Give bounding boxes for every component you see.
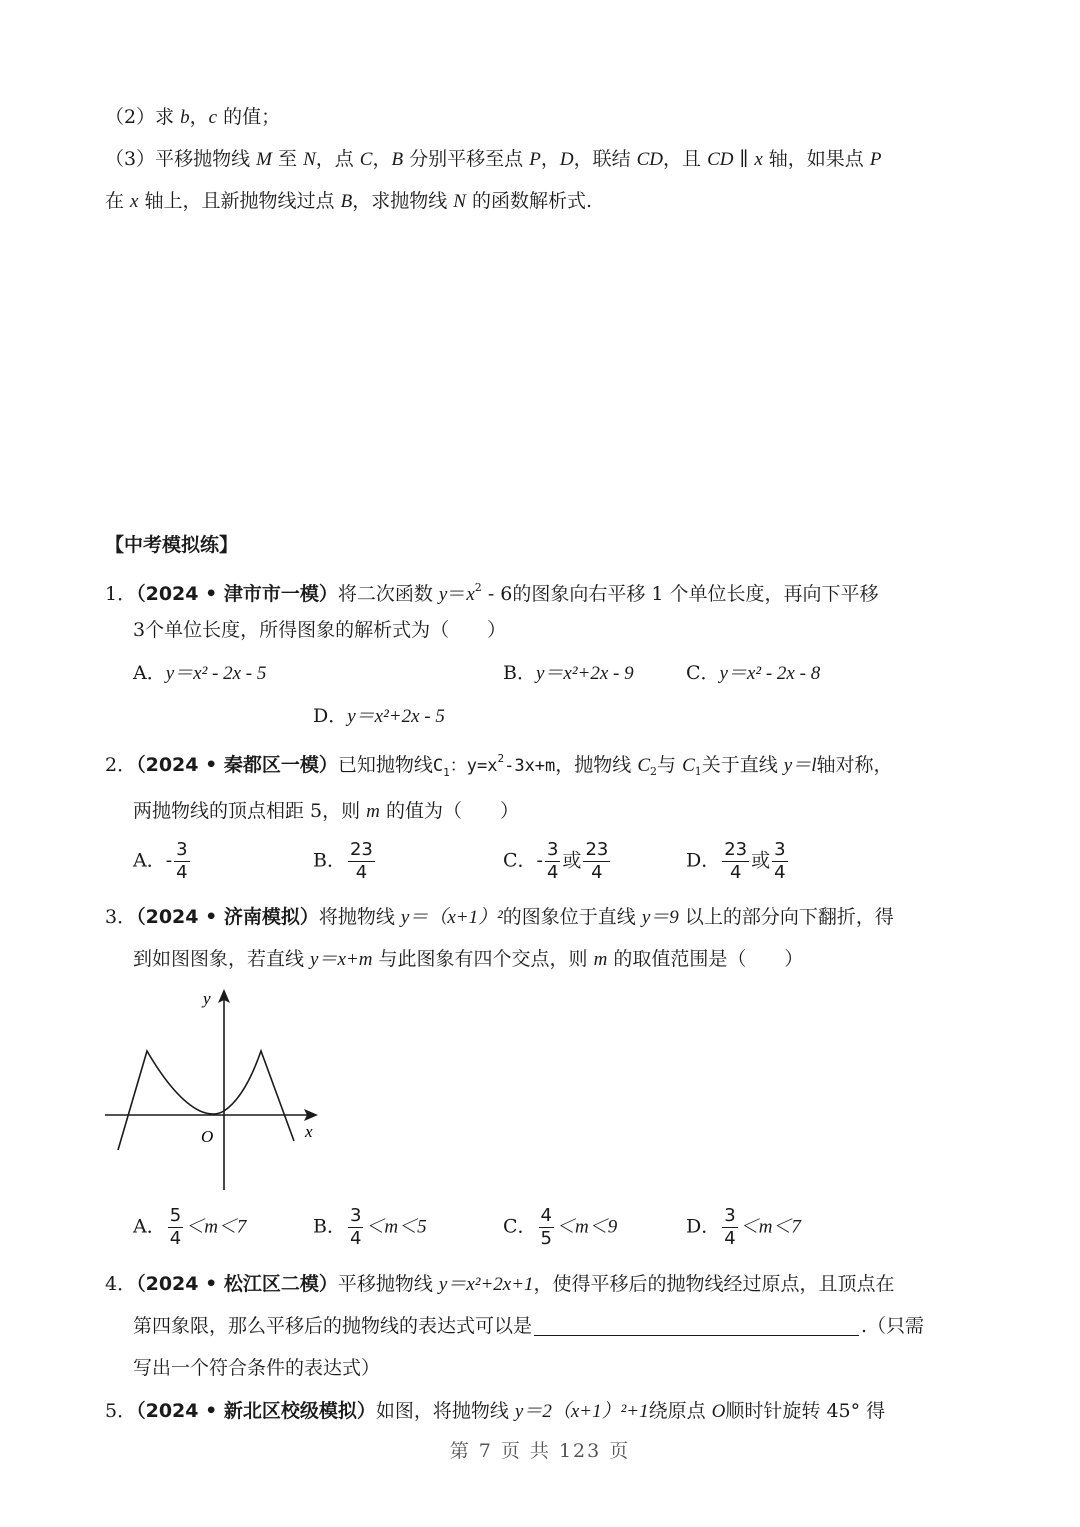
fraction: $\frac{3}{4}$ [724, 1205, 736, 1249]
fraction: $\frac{3}{4}$ [546, 839, 559, 883]
q4-stem-line2: 第四象限，那么平移后的抛物线的表达式可以是 .（只需 [133, 1315, 925, 1337]
fraction: $\frac{23}{4}$ [349, 839, 373, 883]
q1-option-a[interactable]: A．y＝x² - 2x - 5 [133, 662, 267, 684]
q2-option-d[interactable]: D． $\frac{23}{4}$ 或 $\frac{3}{4}$ [686, 839, 786, 883]
q2-c1-equation: $C_1$：$y=x^2-3x+m$ [432, 752, 556, 779]
q3-stem-line2: 到如图图象，若直线 y＝x+m 与此图象有四个交点，则 m 的取值范围是（ ） [133, 948, 804, 970]
prev-part3-line1: （3）平移抛物线 M 至 N，点 C，B 分别平移至点 P，D，联结 CD，且 CD ∥ x 轴，如果点 P [105, 148, 882, 170]
q3-graph [100, 985, 330, 1195]
q2-stem-line2: 两抛物线的顶点相距 5，则 m 的值为（ ） [133, 800, 519, 822]
origin-label: O [201, 1127, 214, 1146]
q4-stem-line1: 4．（2024 • 松江区二模）平移抛物线 y＝x²+2x+1，使得平移后的抛物线经过原点，且顶点在 [105, 1273, 895, 1295]
page-footer: 第 7 页 共 123 页 [449, 1440, 631, 1462]
fraction: $\frac{23}{4}$ [724, 839, 748, 883]
q3-option-c[interactable]: C． $\frac{4}{5}$ ＜m＜9 [503, 1205, 618, 1249]
q2-stem-line1: 2．（2024 • 秦都区一模）已知抛物线$C_1$：$y=x^2-3x+m$，抛物线 $C_2$与 $C_1$关于直线 y＝l轴对称， [105, 752, 893, 779]
fraction: $\frac{3}{4}$ [176, 839, 188, 883]
fraction: $\frac{3}{4}$ [774, 839, 786, 883]
q1-stem-line1: 1．（2024 • 津市市一模）将二次函数 $y=x^2 - 6$的图象向右平移 1 个单位长度，再向下平移 [105, 581, 879, 605]
q4-stem-line3: 写出一个符合条件的表达式） [133, 1357, 381, 1379]
fraction: $\frac{5}{4}$ [169, 1205, 182, 1249]
fraction: $\frac{3}{4}$ [349, 1205, 362, 1249]
q3-option-a[interactable]: A． $\frac{5}{4}$ ＜m＜7 [133, 1205, 247, 1249]
q5-stem-line1: 5．（2024 • 新北区校级模拟）如图，将抛物线 y＝2（x+1）²+1绕原点 O顺时针旋转 45° 得 [105, 1400, 886, 1422]
y-axis-label: y [203, 989, 211, 1008]
q1-option-d[interactable]: D．y＝x²+2x - 5 [313, 705, 445, 727]
q3-option-d[interactable]: D． $\frac{3}{4}$ ＜m＜7 [686, 1205, 801, 1249]
q2-option-c[interactable]: C．- $\frac{3}{4}$ 或 $\frac{23}{4}$ [503, 839, 609, 883]
prev-part3-line2: 在 x 轴上，且新抛物线过点 B，求抛物线 N 的函数解析式. [105, 190, 593, 212]
fraction: $\frac{23}{4}$ [585, 839, 609, 883]
x-axis-label: x [305, 1122, 313, 1141]
q1-option-c[interactable]: C．y＝x² - 2x - 8 [686, 662, 821, 684]
q2-option-b[interactable]: B． $\frac{23}{4}$ [313, 839, 373, 883]
q2-option-a[interactable]: A．- $\frac{3}{4}$ [133, 839, 188, 883]
section-title: 【中考模拟练】 [105, 534, 239, 556]
q1-option-b[interactable]: B．y＝x²+2x - 9 [503, 662, 634, 684]
q3-option-b[interactable]: B． $\frac{3}{4}$ ＜m＜5 [313, 1205, 427, 1249]
answer-blank[interactable] [534, 1317, 859, 1336]
prev-part2: （2）求 b，c 的值； [105, 106, 281, 128]
q1-stem-line2: 3个单位长度，所得图象的解析式为（ ） [133, 619, 507, 641]
fraction: $\frac{4}{5}$ [540, 1205, 552, 1249]
q3-stem-line1: 3．（2024 • 济南模拟）将抛物线 y＝（x+1）²的图象位于直线 y＝9 以上的部分向下翻折，得 [105, 906, 894, 928]
